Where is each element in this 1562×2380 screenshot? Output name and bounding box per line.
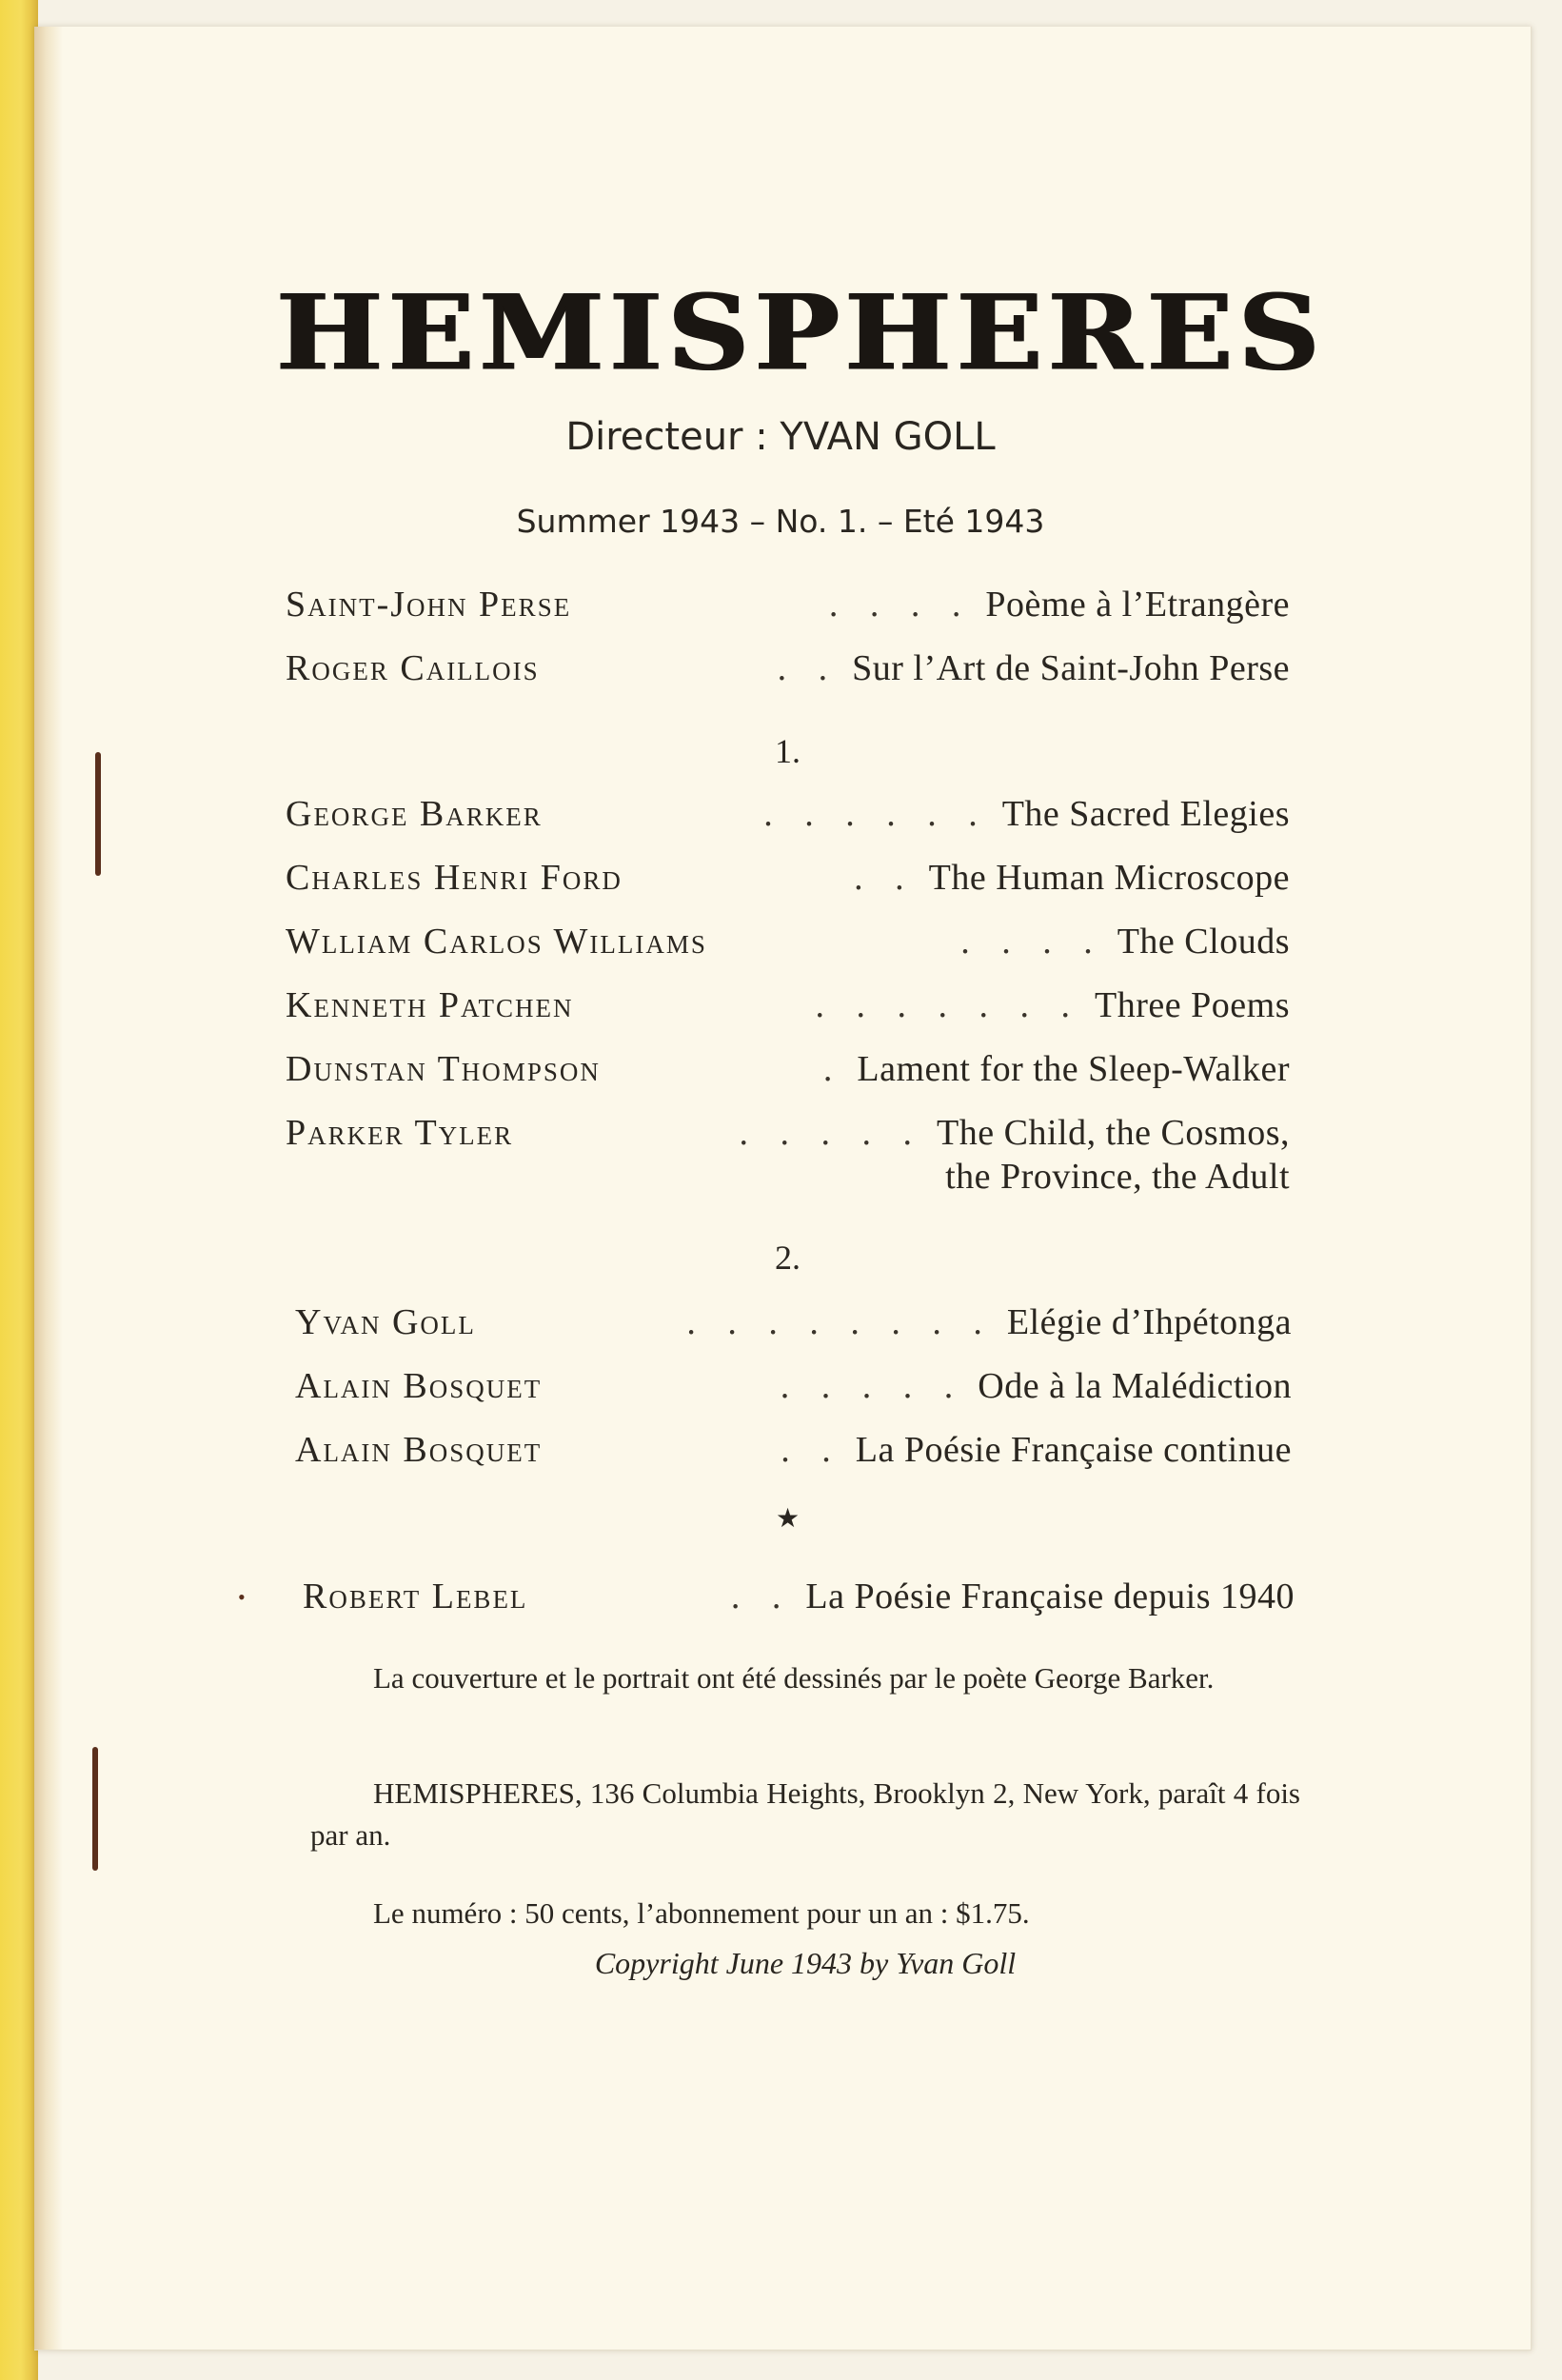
toc-entry xyxy=(286,983,1290,1027)
toc-leader: . . xyxy=(777,648,840,688)
page-edge-stain xyxy=(34,27,63,2350)
issue-line: Summer 1943 – No. 1. – Eté 1943 xyxy=(516,503,1045,540)
separator-star: ★ xyxy=(775,1504,801,1534)
toc-title: The Sacred Elegies xyxy=(1001,794,1290,834)
toc-author: Roger Caillois xyxy=(286,648,540,688)
toc-title: Three Poems xyxy=(1095,985,1290,1025)
toc-title: Ode à la Malédiction xyxy=(978,1366,1292,1406)
toc-title: Elégie d’Ihpétonga xyxy=(1006,1302,1292,1342)
section-number: 1. xyxy=(775,732,801,770)
toc-entry xyxy=(303,1575,1295,1618)
toc-entry xyxy=(286,583,1290,626)
toc-title: Sur l’Art de Saint-John Perse xyxy=(852,648,1290,688)
toc-entry xyxy=(295,1428,1292,1472)
toc-leader: . . . . xyxy=(828,585,973,625)
cover-credit-note: La couverture et le portrait ont été dessinés par le poète George Barker. xyxy=(373,1661,1215,1695)
toc-entry xyxy=(295,1300,1292,1344)
toc-author: George Barker xyxy=(286,794,543,834)
toc-title-block xyxy=(937,1111,1290,1199)
staple-top xyxy=(95,752,101,876)
toc-leader: . xyxy=(822,1049,844,1089)
price-note: Le numéro : 50 cents, l’abonnement pour un an : $1.75. xyxy=(373,1896,1030,1930)
staple-bottom xyxy=(92,1747,98,1871)
toc-entry xyxy=(286,792,1290,836)
toc-leader: . . . . . xyxy=(780,1366,965,1406)
toc-leader: . . xyxy=(730,1577,793,1616)
toc-title: The Child, the Cosmos, xyxy=(937,1113,1290,1153)
section-number: 2. xyxy=(775,1239,801,1277)
address-note: HEMISPHERES, 136 Columbia Heights, Brooklyn 2, New York, paraît 4 fois par an. xyxy=(310,1776,1300,1852)
copyright-line: Copyright June 1943 by Yvan Goll xyxy=(594,1946,1017,1980)
toc-leader: . . . . xyxy=(960,922,1104,962)
toc-leader: . . . . . . . xyxy=(815,985,1082,1025)
toc-entry xyxy=(286,1047,1290,1091)
toc-author: Alain Bosquet xyxy=(295,1430,543,1470)
toc-title: La Poésie Française continue xyxy=(855,1430,1292,1470)
toc-title: The Human Microscope xyxy=(928,858,1290,898)
toc-entry xyxy=(286,920,1290,963)
toc-title: Lament for the Sleep-Walker xyxy=(857,1049,1290,1089)
toc-title: La Poésie Française depuis 1940 xyxy=(805,1577,1295,1616)
masthead-title: HEMISPHERES xyxy=(276,271,1325,394)
toc-entry xyxy=(286,1111,1290,1199)
toc-author: Kenneth Patchen xyxy=(286,985,574,1025)
toc-entry xyxy=(286,646,1290,690)
toc-title: The Clouds xyxy=(1117,922,1290,962)
toc-entry xyxy=(286,856,1290,900)
toc-author: Alain Bosquet xyxy=(295,1366,543,1406)
toc-leader: . . xyxy=(781,1430,842,1470)
toc-title: Poème à l’Etrangère xyxy=(985,585,1290,625)
toc-leader: . . . . . xyxy=(739,1113,924,1153)
toc-leader: . . xyxy=(854,858,916,898)
toc-entry xyxy=(295,1364,1292,1408)
toc-leader: . . . . . . . . xyxy=(686,1302,994,1342)
director-line: Directeur : YVAN GOLL xyxy=(565,415,996,459)
toc-author: Charles Henri Ford xyxy=(286,858,623,898)
yellow-cover-edge xyxy=(0,0,38,2380)
margin-mark: • xyxy=(238,1585,246,1609)
toc-author: Robert Lebel xyxy=(303,1577,528,1616)
toc-title-continued: the Province, the Adult xyxy=(945,1157,1290,1197)
toc-author: Dunstan Thompson xyxy=(286,1049,601,1089)
toc-author: Saint-John Perse xyxy=(286,585,572,625)
toc-leader: . . . . . . xyxy=(763,794,989,834)
toc-author: Parker Tyler xyxy=(286,1113,514,1153)
toc-author: Wlliam Carlos Williams xyxy=(286,922,707,962)
toc-author: Yvan Goll xyxy=(295,1302,476,1342)
